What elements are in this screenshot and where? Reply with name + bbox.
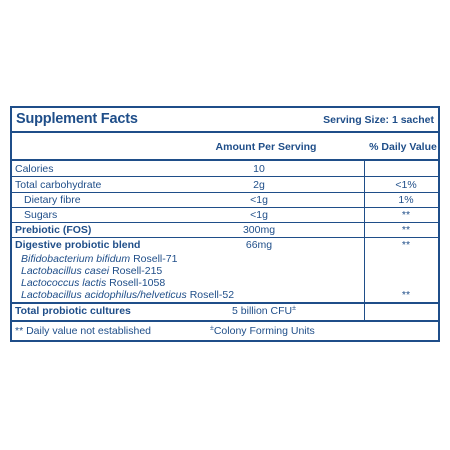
cfu-footnote: [210, 325, 315, 337]
strain-item: [21, 289, 234, 301]
amount-column-header: Amount Per Serving: [215, 141, 317, 153]
strain-item: [21, 265, 162, 277]
strains-dv: **: [401, 289, 411, 301]
serving-size: Serving Size: 1 sachet: [323, 114, 434, 126]
strain-item: [21, 253, 177, 265]
carbohydrate-amount: 2g: [253, 179, 265, 191]
total-cultures-amount: [232, 305, 296, 317]
row-divider: [12, 207, 438, 208]
header-divider: [12, 159, 438, 161]
prebiotic-amount: 300mg: [242, 224, 276, 236]
column-divider: [364, 161, 365, 320]
row-divider: [12, 237, 438, 238]
strain-code: Rosell-52: [189, 289, 235, 301]
row-divider: [12, 222, 438, 223]
cfu-footnote-mark: ±: [210, 325, 214, 332]
prebiotic-dv: **: [401, 224, 411, 236]
strain-species: Lactococcus lactis: [21, 277, 107, 289]
carbohydrate-label: Total carbohydrate: [15, 179, 102, 191]
strain-species: Bifidobacterium bifidum: [21, 253, 131, 265]
probiotic-blend-amount: 66mg: [245, 239, 273, 251]
carbohydrate-dv: <1%: [395, 179, 417, 191]
section-divider: [12, 302, 438, 304]
sugars-dv: **: [401, 209, 411, 221]
strain-code: Rosell-215: [112, 265, 163, 277]
total-cultures-value: 5 billion CFU: [232, 305, 293, 317]
daily-value-footnote: ** Daily value not established: [15, 325, 151, 337]
strain-code: Rosell-1058: [109, 277, 166, 289]
strain-species: Lactobacillus acidophilus/helveticus: [21, 289, 187, 301]
prebiotic-label: Prebiotic (FOS): [15, 224, 92, 236]
fibre-dv: 1%: [398, 194, 414, 206]
fibre-label: Dietary fibre: [24, 194, 81, 206]
cfu-footnote-text: Colony Forming Units: [213, 325, 315, 337]
title-divider: [12, 131, 438, 133]
probiotic-blend-dv: **: [401, 239, 411, 251]
sugars-label: Sugars: [24, 209, 58, 221]
cfu-mark: ±: [292, 305, 296, 312]
row-divider: [12, 192, 438, 193]
strain-code: Rosell-71: [133, 253, 178, 265]
calories-label: Calories: [15, 163, 54, 175]
calories-amount: 10: [253, 163, 265, 175]
section-divider: [12, 320, 438, 322]
daily-value-column-header: % Daily Value: [369, 141, 437, 153]
probiotic-blend-label: Digestive probiotic blend: [15, 239, 141, 251]
supplement-facts-panel: [10, 106, 440, 342]
strain-species: Lactobacillus casei: [21, 265, 110, 277]
sugars-amount: <1g: [250, 209, 268, 221]
fibre-amount: <1g: [250, 194, 268, 206]
strain-item: [21, 277, 165, 289]
panel-title: Supplement Facts: [16, 111, 138, 127]
total-cultures-label: Total probiotic cultures: [15, 305, 131, 317]
row-divider: [12, 176, 438, 177]
